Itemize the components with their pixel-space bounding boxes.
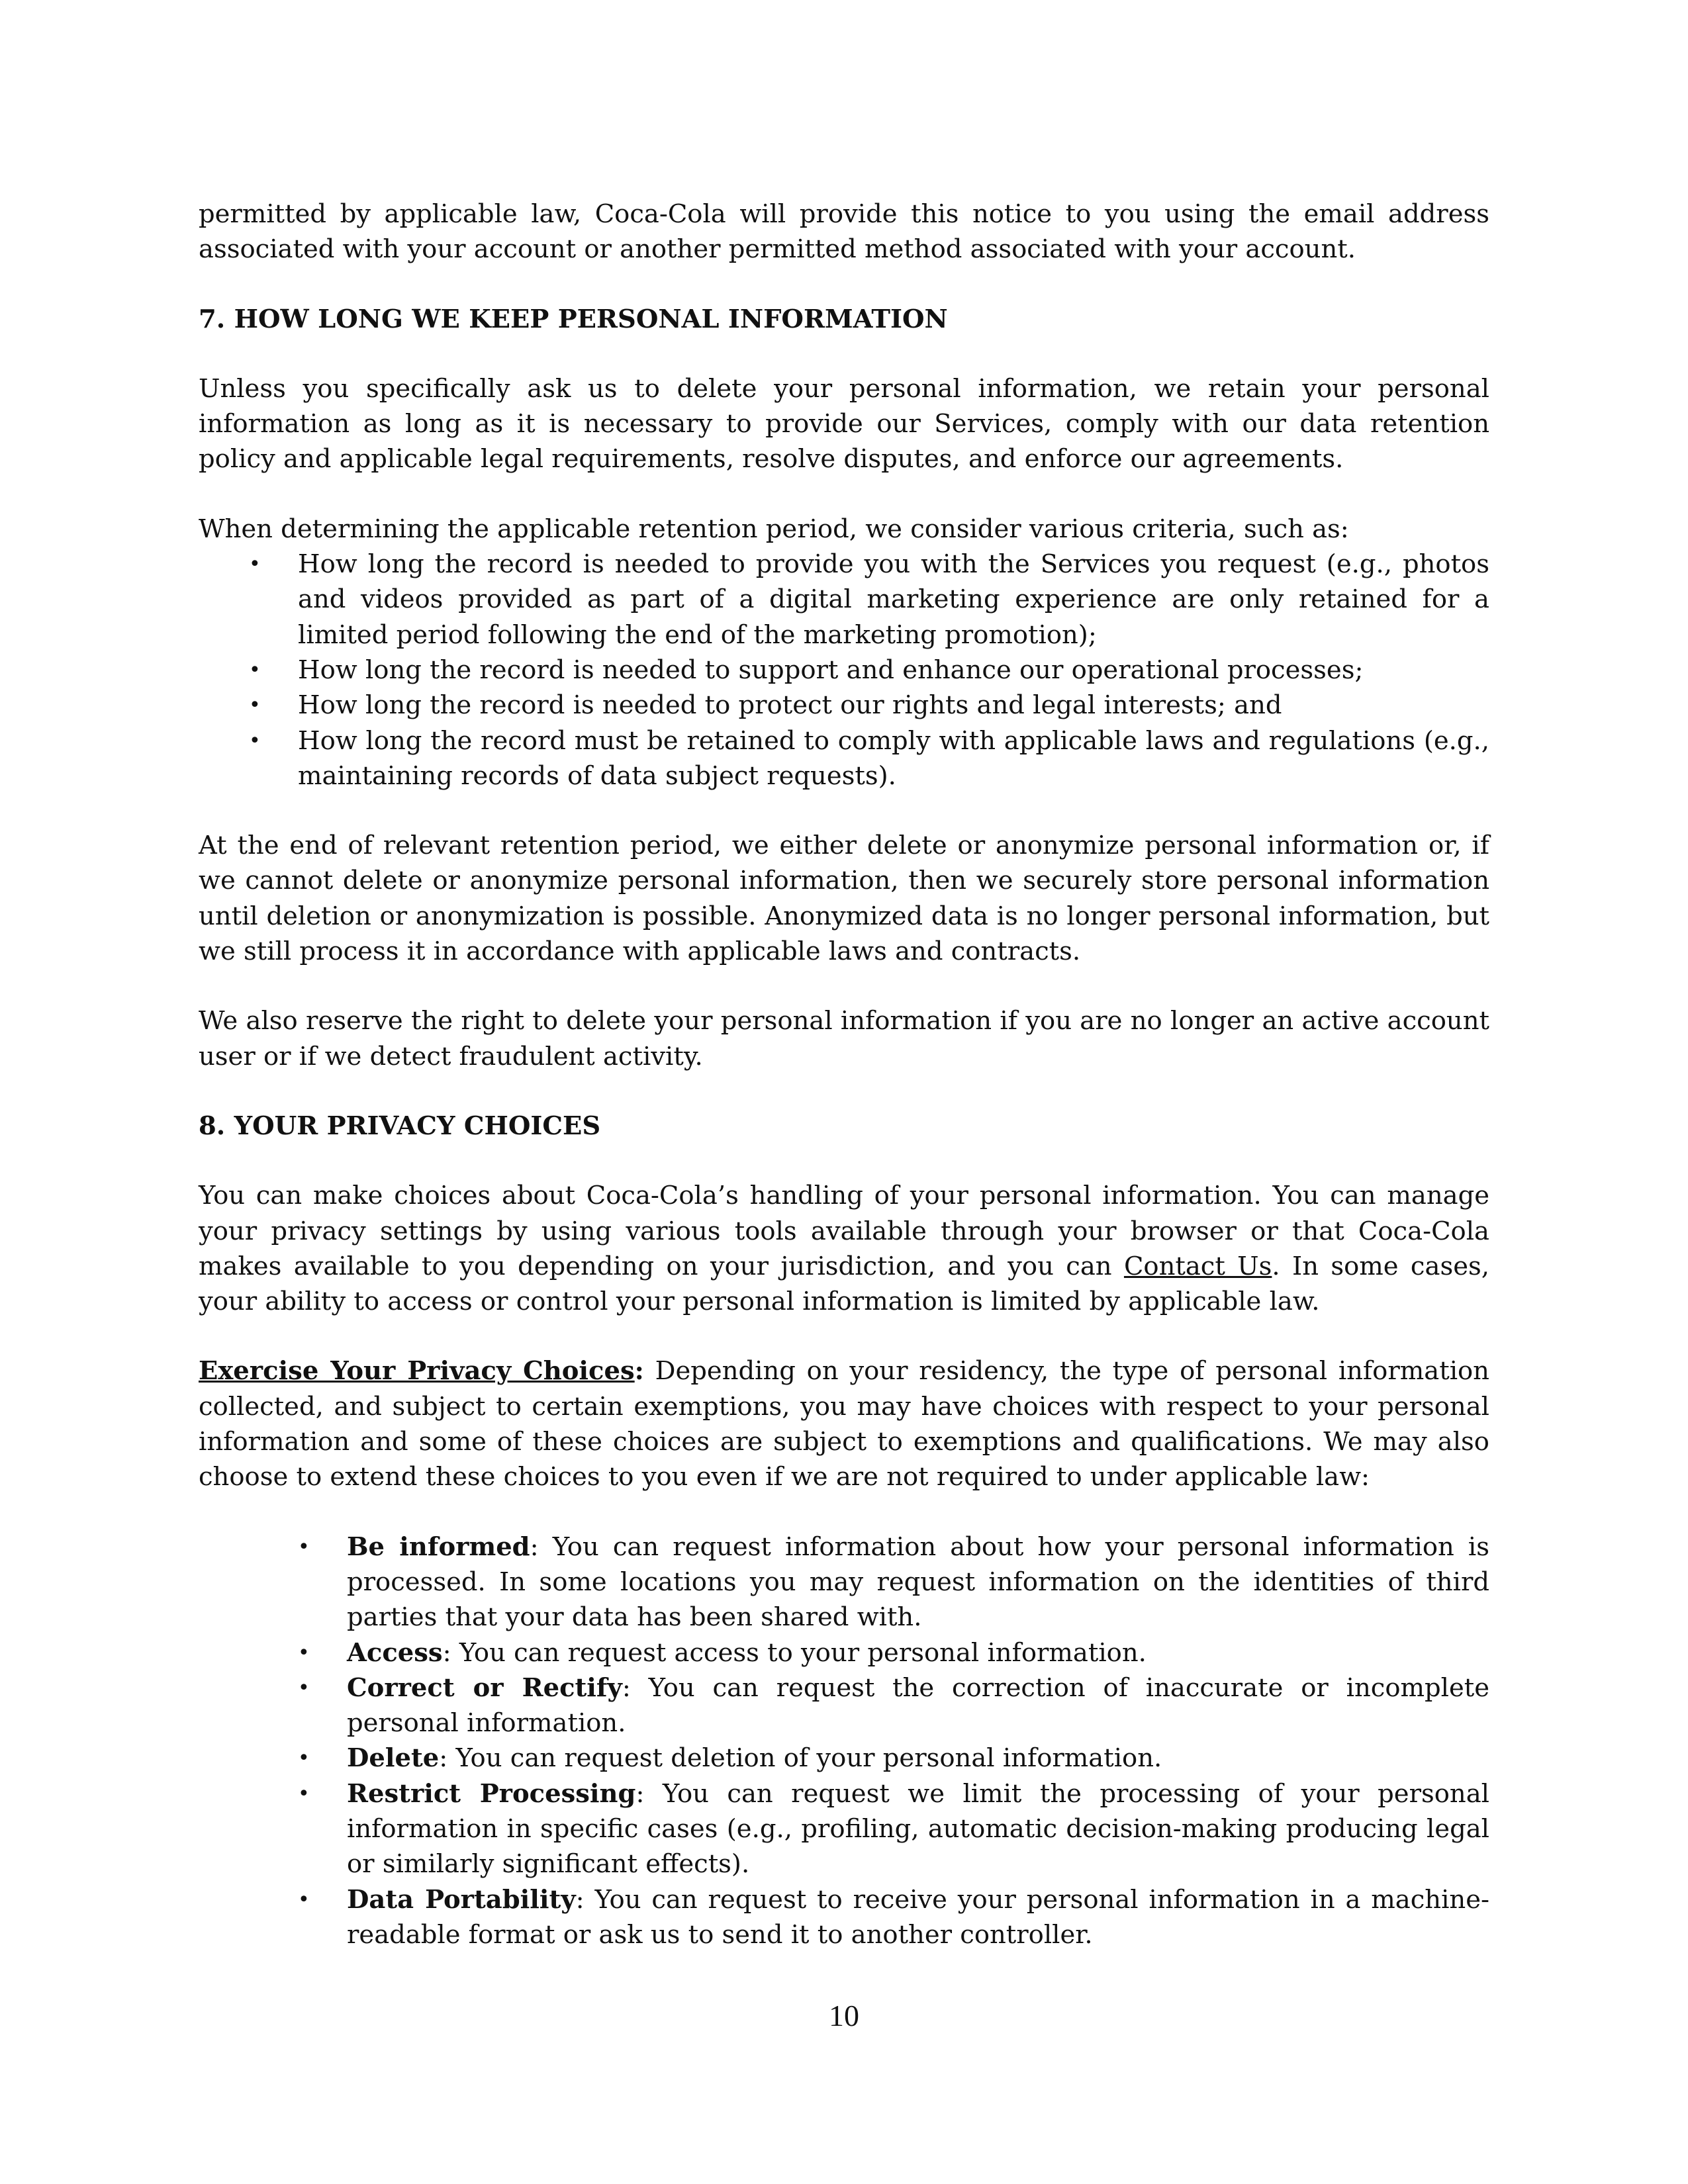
- exercise-choices-title: Exercise Your Privacy Choices: [199, 1356, 635, 1387]
- list-item: • Be informed: You can request information about how your personal information is processed. In some locations you may request information on the identities of third parties that your data has been shared with.: [199, 1529, 1489, 1635]
- section-7-paragraph-1: Unless you specifically ask us to delete your personal information, we retain your personal information as long as it is necessary to provide our Services, comply with our data retention policy and applicable legal requirements, resolve disputes, and enforce our agreements.: [199, 373, 1489, 475]
- list-item: • Data Portability: You can request to receive your personal information in a machine-readable format or ask us to send it to another controller.: [199, 1882, 1489, 1953]
- list-item: • Delete: You can request deletion of your personal information.: [199, 1741, 1489, 1776]
- bullet-icon: •: [298, 1782, 310, 1805]
- bullet-icon: •: [249, 729, 261, 752]
- list-item: • How long the record is needed to support and enhance our operational processes;: [199, 653, 1489, 688]
- list-item: • Correct or Rectify: You can request the correction of inaccurate or incomplete personal information.: [199, 1670, 1489, 1741]
- choice-term: Access: [347, 1637, 443, 1668]
- choice-term: Restrict Processing: [347, 1778, 636, 1809]
- contact-us-link[interactable]: Contact Us: [1123, 1251, 1272, 1281]
- choice-term: Be informed: [347, 1531, 530, 1562]
- bullet-icon: •: [298, 1676, 310, 1700]
- bullet-icon: •: [298, 1747, 310, 1770]
- choice-term: Delete: [347, 1743, 440, 1774]
- bullet-icon: •: [298, 1888, 310, 1911]
- bullet-icon: •: [298, 1535, 310, 1559]
- section-7-paragraph-3: We also reserve the right to delete your personal information if you are no longer an active account user or if we detect fraudulent activity.: [199, 1006, 1489, 1071]
- criteria-intro: When determining the applicable retention period, we consider various criteria, such as:: [199, 514, 1349, 544]
- bullet-icon: •: [249, 694, 261, 717]
- bullet-icon: •: [249, 553, 261, 576]
- section-8-heading: 8. YOUR PRIVACY CHOICES: [199, 1111, 601, 1141]
- list-item: • How long the record is needed to provide you with the Services you request (e.g., photos and videos provided as part of a digital marketing experience are only retained for a limited period following the end of the marketing promotion);: [199, 547, 1489, 653]
- list-item: • How long the record must be retained to comply with applicable laws and regulations (e.g., maintaining records of data subject requests).: [199, 723, 1489, 794]
- bullet-icon: •: [298, 1641, 310, 1664]
- exercise-choices-paragraph: Exercise Your Privacy Choices: Depending on your residency, the type of personal information collected, and subject to certain exemptions, you may have choices with respect to your personal information and some of these choices are subject to exemptions and qualifications. We may also choose to extend these choices to you even if we are not required to under applicable law:: [199, 1356, 1489, 1492]
- section-8-paragraph-1: You can make choices about Coca-Cola’s handling of your personal information. You can manage your privacy settings by using various tools available through your browser or that Coca-Cola makes available to you depending on your jurisdiction, and you can Contact Us. In some cases, your ability to access or control your personal information is limited by applicable law.: [199, 1181, 1489, 1317]
- list-item: • How long the record is needed to protect our rights and legal interests; and: [199, 688, 1489, 723]
- list-item: • Access: You can request access to your personal information.: [199, 1635, 1489, 1670]
- retention-criteria-list: [199, 547, 1489, 794]
- section-7-heading: 7. HOW LONG WE KEEP PERSONAL INFORMATION: [199, 304, 948, 334]
- intro-paragraph: permitted by applicable law, Coca-Cola will provide this notice to you using the email address associated with your account or another permitted method associated with your account.: [199, 199, 1489, 265]
- list-item: • Restrict Processing: You can request we limit the processing of your personal information in specific cases (e.g., profiling, automatic decision-making producing legal or similarly significant effects).: [199, 1776, 1489, 1882]
- bullet-icon: •: [249, 658, 261, 682]
- privacy-choices-list: [199, 1529, 1489, 1953]
- section-7-paragraph-2: At the end of relevant retention period, we either delete or anonymize personal information or, if we cannot delete or anonymize personal information, then we securely store personal information until deletion or anonymization is possible. Anonymized data is no longer personal information, but we still process it in accordance with applicable laws and contracts.: [199, 831, 1489, 967]
- choice-term: Data Portability: [347, 1884, 576, 1915]
- choice-term: Correct or Rectify: [347, 1672, 622, 1703]
- page-content: [199, 197, 1489, 1952]
- page-number: 10: [829, 1999, 859, 2032]
